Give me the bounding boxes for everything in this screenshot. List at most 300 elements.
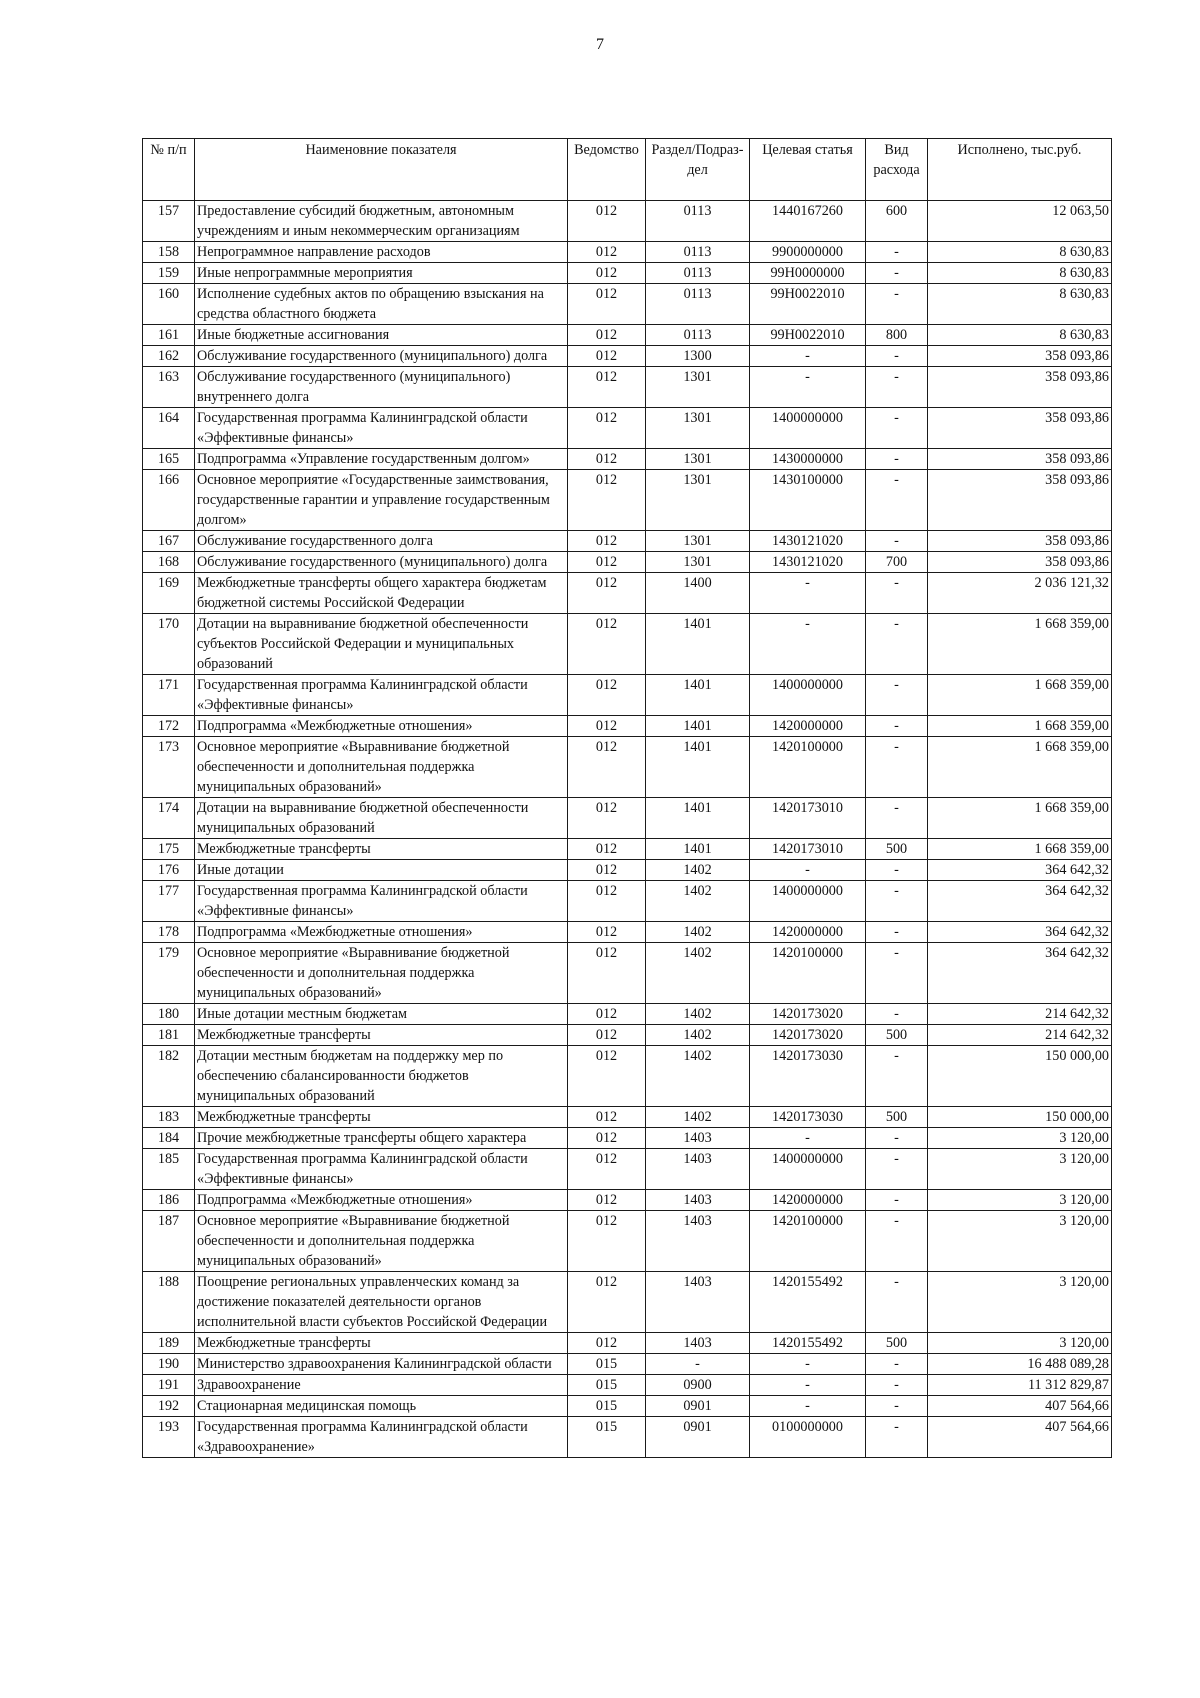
department-code: 012	[568, 573, 646, 614]
executed-amount: 3 120,00	[928, 1211, 1112, 1272]
expense-type: -	[866, 408, 928, 449]
expense-type: -	[866, 367, 928, 408]
section-code: 0113	[646, 201, 750, 242]
department-code: 012	[568, 943, 646, 1004]
expense-type: -	[866, 798, 928, 839]
expense-type: -	[866, 470, 928, 531]
table-row	[143, 1354, 1112, 1375]
indicator-name: Обслуживание государственного (муниципального) внутреннего долга	[195, 367, 568, 408]
department-code: 012	[568, 1025, 646, 1046]
department-code: 012	[568, 614, 646, 675]
target-article: 1430100000	[750, 470, 866, 531]
table-row	[143, 1375, 1112, 1396]
table-row	[143, 531, 1112, 552]
target-article: 1420100000	[750, 1211, 866, 1272]
target-article: -	[750, 1354, 866, 1375]
row-number: 180	[143, 1004, 195, 1025]
row-number: 185	[143, 1149, 195, 1190]
table-row	[143, 367, 1112, 408]
executed-amount: 364 642,32	[928, 860, 1112, 881]
indicator-name: Подпрограмма «Управление государственным долгом»	[195, 449, 568, 470]
table-row	[143, 860, 1112, 881]
expense-type: -	[866, 860, 928, 881]
department-code: 012	[568, 1333, 646, 1354]
executed-amount: 364 642,32	[928, 922, 1112, 943]
row-number: 178	[143, 922, 195, 943]
executed-amount: 358 093,86	[928, 346, 1112, 367]
expense-type: -	[866, 1128, 928, 1149]
indicator-name: Здравоохранение	[195, 1375, 568, 1396]
row-number: 181	[143, 1025, 195, 1046]
department-code: 012	[568, 346, 646, 367]
section-code: 1402	[646, 943, 750, 1004]
expense-type: -	[866, 1375, 928, 1396]
expense-type: -	[866, 1417, 928, 1458]
table-row	[143, 242, 1112, 263]
section-code: 1401	[646, 737, 750, 798]
expense-type: -	[866, 943, 928, 1004]
expense-type: -	[866, 1396, 928, 1417]
executed-amount: 358 093,86	[928, 449, 1112, 470]
table-row	[143, 1190, 1112, 1211]
executed-amount: 1 668 359,00	[928, 798, 1112, 839]
expense-type: -	[866, 716, 928, 737]
executed-amount: 358 093,86	[928, 531, 1112, 552]
section-code: 0113	[646, 242, 750, 263]
executed-amount: 364 642,32	[928, 943, 1112, 1004]
executed-amount: 1 668 359,00	[928, 839, 1112, 860]
target-article: 1420173030	[750, 1107, 866, 1128]
row-number: 157	[143, 201, 195, 242]
expense-type: 700	[866, 552, 928, 573]
section-code: 1402	[646, 881, 750, 922]
table-row	[143, 449, 1112, 470]
indicator-name: Основное мероприятие «Выравнивание бюджетной обеспеченности и дополнительная поддержка муниципальных образований»	[195, 737, 568, 798]
expense-type: 600	[866, 201, 928, 242]
row-number: 162	[143, 346, 195, 367]
executed-amount: 8 630,83	[928, 242, 1112, 263]
expense-type: 800	[866, 325, 928, 346]
indicator-name: Государственная программа Калининградской области «Эффективные финансы»	[195, 675, 568, 716]
indicator-name: Межбюджетные трансферты	[195, 1107, 568, 1128]
row-number: 173	[143, 737, 195, 798]
section-code: 1401	[646, 839, 750, 860]
executed-amount: 214 642,32	[928, 1025, 1112, 1046]
indicator-name: Предоставление субсидий бюджетным, автономным учреждениям и иным некоммерческим организациям	[195, 201, 568, 242]
target-article: -	[750, 614, 866, 675]
table-row	[143, 470, 1112, 531]
row-number: 161	[143, 325, 195, 346]
indicator-name: Прочие межбюджетные трансферты общего характера	[195, 1128, 568, 1149]
target-article: 99H0022010	[750, 284, 866, 325]
row-number: 188	[143, 1272, 195, 1333]
section-code: 1301	[646, 552, 750, 573]
expense-type: 500	[866, 839, 928, 860]
row-number: 160	[143, 284, 195, 325]
department-code: 015	[568, 1375, 646, 1396]
indicator-name: Обслуживание государственного (муниципального) долга	[195, 552, 568, 573]
executed-amount: 12 063,50	[928, 201, 1112, 242]
table-row	[143, 839, 1112, 860]
indicator-name: Межбюджетные трансферты	[195, 839, 568, 860]
executed-amount: 3 120,00	[928, 1128, 1112, 1149]
indicator-name: Обслуживание государственного (муниципального) долга	[195, 346, 568, 367]
indicator-name: Исполнение судебных актов по обращению взыскания на средства областного бюджета	[195, 284, 568, 325]
row-number: 167	[143, 531, 195, 552]
executed-amount: 16 488 089,28	[928, 1354, 1112, 1375]
department-code: 015	[568, 1396, 646, 1417]
department-code: 012	[568, 367, 646, 408]
indicator-name: Непрограммное направление расходов	[195, 242, 568, 263]
department-code: 012	[568, 675, 646, 716]
section-code: 1403	[646, 1333, 750, 1354]
department-code: 012	[568, 1190, 646, 1211]
department-code: 012	[568, 284, 646, 325]
table-row	[143, 943, 1112, 1004]
row-number: 191	[143, 1375, 195, 1396]
table-header-row	[143, 139, 1112, 201]
indicator-name: Основное мероприятие «Выравнивание бюджетной обеспеченности и дополнительная поддержка муниципальных образований»	[195, 1211, 568, 1272]
expense-type: -	[866, 1149, 928, 1190]
executed-amount: 8 630,83	[928, 263, 1112, 284]
section-code: 1401	[646, 675, 750, 716]
department-code: 012	[568, 922, 646, 943]
target-article: 1420173010	[750, 839, 866, 860]
table-row	[143, 573, 1112, 614]
department-code: 012	[568, 531, 646, 552]
expense-type: -	[866, 1272, 928, 1333]
row-number: 183	[143, 1107, 195, 1128]
indicator-name: Поощрение региональных управленческих команд за достижение показателей деятельности органов исполнительной власти субъектов Российской Федерации	[195, 1272, 568, 1333]
executed-amount: 1 668 359,00	[928, 737, 1112, 798]
target-article: 1420155492	[750, 1333, 866, 1354]
department-code: 012	[568, 242, 646, 263]
department-code: 012	[568, 1004, 646, 1025]
section-code: 0901	[646, 1396, 750, 1417]
indicator-name: Стационарная медицинская помощь	[195, 1396, 568, 1417]
expense-type: -	[866, 242, 928, 263]
expense-type: -	[866, 737, 928, 798]
indicator-name: Государственная программа Калининградской области «Здравоохранение»	[195, 1417, 568, 1458]
department-code: 012	[568, 552, 646, 573]
target-article: 1400000000	[750, 408, 866, 449]
row-number: 193	[143, 1417, 195, 1458]
executed-amount: 407 564,66	[928, 1396, 1112, 1417]
executed-amount: 2 036 121,32	[928, 573, 1112, 614]
indicator-name: Дотации на выравнивание бюджетной обеспеченности муниципальных образований	[195, 798, 568, 839]
department-code: 012	[568, 881, 646, 922]
row-number: 165	[143, 449, 195, 470]
section-code: 1402	[646, 922, 750, 943]
department-code: 012	[568, 1211, 646, 1272]
executed-amount: 150 000,00	[928, 1046, 1112, 1107]
section-code: 1401	[646, 614, 750, 675]
row-number: 159	[143, 263, 195, 284]
indicator-name: Подпрограмма «Межбюджетные отношения»	[195, 1190, 568, 1211]
executed-amount: 407 564,66	[928, 1417, 1112, 1458]
row-number: 174	[143, 798, 195, 839]
header-name: Наименовние показателя	[195, 139, 568, 201]
row-number: 190	[143, 1354, 195, 1375]
expense-type: 500	[866, 1107, 928, 1128]
table-row	[143, 1396, 1112, 1417]
executed-amount: 358 093,86	[928, 470, 1112, 531]
expense-type: -	[866, 346, 928, 367]
expense-type: -	[866, 284, 928, 325]
section-code: 0901	[646, 1417, 750, 1458]
department-code: 012	[568, 860, 646, 881]
budget-execution-table	[142, 138, 1112, 1458]
executed-amount: 3 120,00	[928, 1190, 1112, 1211]
indicator-name: Государственная программа Калининградской области «Эффективные финансы»	[195, 1149, 568, 1190]
page-number: 7	[596, 36, 604, 53]
target-article: -	[750, 573, 866, 614]
executed-amount: 1 668 359,00	[928, 716, 1112, 737]
table-row	[143, 1333, 1112, 1354]
indicator-name: Министерство здравоохранения Калининградской области	[195, 1354, 568, 1375]
table-row	[143, 1272, 1112, 1333]
executed-amount: 1 668 359,00	[928, 675, 1112, 716]
target-article: 1430121020	[750, 552, 866, 573]
department-code: 015	[568, 1354, 646, 1375]
expense-type: -	[866, 1211, 928, 1272]
table-row	[143, 881, 1112, 922]
indicator-name: Дотации местным бюджетам на поддержку мер по обеспечению сбалансированности бюджетов муниципальных образований	[195, 1046, 568, 1107]
expense-type: -	[866, 1354, 928, 1375]
indicator-name: Основное мероприятие «Государственные заимствования, государственные гарантии и управление государственным долгом»	[195, 470, 568, 531]
row-number: 182	[143, 1046, 195, 1107]
department-code: 012	[568, 737, 646, 798]
executed-amount: 214 642,32	[928, 1004, 1112, 1025]
executed-amount: 358 093,86	[928, 408, 1112, 449]
section-code: 1301	[646, 408, 750, 449]
executed-amount: 3 120,00	[928, 1149, 1112, 1190]
row-number: 170	[143, 614, 195, 675]
table-body	[143, 201, 1112, 1458]
table-row	[143, 1128, 1112, 1149]
section-code: 1402	[646, 860, 750, 881]
target-article: 1420173030	[750, 1046, 866, 1107]
section-code: -	[646, 1354, 750, 1375]
target-article: 99H0022010	[750, 325, 866, 346]
target-article: 99H0000000	[750, 263, 866, 284]
department-code: 012	[568, 201, 646, 242]
table-row	[143, 346, 1112, 367]
row-number: 189	[143, 1333, 195, 1354]
target-article: 1440167260	[750, 201, 866, 242]
expense-type: -	[866, 675, 928, 716]
header-section: Раздел/Подраз-дел	[646, 139, 750, 201]
target-article: 1420100000	[750, 943, 866, 1004]
target-article: 1420100000	[750, 737, 866, 798]
row-number: 192	[143, 1396, 195, 1417]
section-code: 1400	[646, 573, 750, 614]
target-article: 9900000000	[750, 242, 866, 263]
table-row	[143, 263, 1112, 284]
department-code: 012	[568, 325, 646, 346]
header-target: Целевая статья	[750, 139, 866, 201]
table-row	[143, 798, 1112, 839]
expense-type: -	[866, 1004, 928, 1025]
expense-type: -	[866, 573, 928, 614]
table-row	[143, 1417, 1112, 1458]
section-code: 1403	[646, 1149, 750, 1190]
expense-type: -	[866, 614, 928, 675]
section-code: 0113	[646, 284, 750, 325]
department-code: 012	[568, 1128, 646, 1149]
table-row	[143, 284, 1112, 325]
department-code: 012	[568, 408, 646, 449]
row-number: 168	[143, 552, 195, 573]
department-code: 012	[568, 449, 646, 470]
section-code: 1401	[646, 716, 750, 737]
target-article: 1420155492	[750, 1272, 866, 1333]
row-number: 187	[143, 1211, 195, 1272]
table-row	[143, 1211, 1112, 1272]
target-article: 1420000000	[750, 716, 866, 737]
header-type: Вид расхода	[866, 139, 928, 201]
table-row	[143, 1046, 1112, 1107]
expense-type: -	[866, 531, 928, 552]
indicator-name: Межбюджетные трансферты общего характера бюджетам бюджетной системы Российской Федерации	[195, 573, 568, 614]
target-article: -	[750, 1128, 866, 1149]
expense-type: 500	[866, 1333, 928, 1354]
row-number: 164	[143, 408, 195, 449]
department-code: 012	[568, 1107, 646, 1128]
row-number: 184	[143, 1128, 195, 1149]
table-row	[143, 552, 1112, 573]
section-code: 1402	[646, 1004, 750, 1025]
section-code: 1301	[646, 367, 750, 408]
header-num: № п/п	[143, 139, 195, 201]
section-code: 1403	[646, 1128, 750, 1149]
expense-type: -	[866, 449, 928, 470]
executed-amount: 8 630,83	[928, 325, 1112, 346]
header-amount: Исполнено, тыс.руб.	[928, 139, 1112, 201]
indicator-name: Основное мероприятие «Выравнивание бюджетной обеспеченности и дополнительная поддержка муниципальных образований»	[195, 943, 568, 1004]
expense-type: -	[866, 1190, 928, 1211]
indicator-name: Иные дотации местным бюджетам	[195, 1004, 568, 1025]
executed-amount: 8 630,83	[928, 284, 1112, 325]
table-row	[143, 1004, 1112, 1025]
executed-amount: 3 120,00	[928, 1272, 1112, 1333]
table-row	[143, 408, 1112, 449]
table-row	[143, 716, 1112, 737]
section-code: 0113	[646, 263, 750, 284]
department-code: 015	[568, 1417, 646, 1458]
target-article: 1400000000	[750, 1149, 866, 1190]
target-article: -	[750, 346, 866, 367]
indicator-name: Межбюджетные трансферты	[195, 1333, 568, 1354]
department-code: 012	[568, 798, 646, 839]
target-article: 1420173020	[750, 1004, 866, 1025]
target-article: 1400000000	[750, 675, 866, 716]
department-code: 012	[568, 1046, 646, 1107]
expense-type: -	[866, 263, 928, 284]
indicator-name: Дотации на выравнивание бюджетной обеспеченности субъектов Российской Федерации и муниципальных образований	[195, 614, 568, 675]
table-row	[143, 922, 1112, 943]
expense-type: -	[866, 1046, 928, 1107]
expense-type: 500	[866, 1025, 928, 1046]
indicator-name: Иные дотации	[195, 860, 568, 881]
row-number: 166	[143, 470, 195, 531]
executed-amount: 11 312 829,87	[928, 1375, 1112, 1396]
row-number: 179	[143, 943, 195, 1004]
executed-amount: 150 000,00	[928, 1107, 1112, 1128]
table-row	[143, 325, 1112, 346]
header-dept: Ведомство	[568, 139, 646, 201]
department-code: 012	[568, 1149, 646, 1190]
section-code: 1403	[646, 1190, 750, 1211]
executed-amount: 3 120,00	[928, 1333, 1112, 1354]
table-row	[143, 201, 1112, 242]
section-code: 1300	[646, 346, 750, 367]
row-number: 177	[143, 881, 195, 922]
section-code: 1301	[646, 470, 750, 531]
indicator-name: Межбюджетные трансферты	[195, 1025, 568, 1046]
section-code: 1403	[646, 1272, 750, 1333]
target-article: -	[750, 367, 866, 408]
indicator-name: Государственная программа Калининградской области «Эффективные финансы»	[195, 408, 568, 449]
table-row	[143, 737, 1112, 798]
executed-amount: 364 642,32	[928, 881, 1112, 922]
target-article: 1420000000	[750, 1190, 866, 1211]
indicator-name: Государственная программа Калининградской области «Эффективные финансы»	[195, 881, 568, 922]
target-article: 1430121020	[750, 531, 866, 552]
department-code: 012	[568, 716, 646, 737]
expense-type: -	[866, 922, 928, 943]
department-code: 012	[568, 263, 646, 284]
section-code: 0900	[646, 1375, 750, 1396]
indicator-name: Иные непрограммные мероприятия	[195, 263, 568, 284]
department-code: 012	[568, 470, 646, 531]
section-code: 0113	[646, 325, 750, 346]
indicator-name: Подпрограмма «Межбюджетные отношения»	[195, 922, 568, 943]
executed-amount: 1 668 359,00	[928, 614, 1112, 675]
section-code: 1301	[646, 449, 750, 470]
row-number: 171	[143, 675, 195, 716]
target-article: 0100000000	[750, 1417, 866, 1458]
section-code: 1402	[646, 1046, 750, 1107]
target-article: 1420173020	[750, 1025, 866, 1046]
executed-amount: 358 093,86	[928, 552, 1112, 573]
row-number: 176	[143, 860, 195, 881]
section-code: 1402	[646, 1025, 750, 1046]
department-code: 012	[568, 839, 646, 860]
executed-amount: 358 093,86	[928, 367, 1112, 408]
section-code: 1401	[646, 798, 750, 839]
target-article: 1430000000	[750, 449, 866, 470]
table-row	[143, 1149, 1112, 1190]
target-article: -	[750, 1396, 866, 1417]
table-row	[143, 675, 1112, 716]
section-code: 1402	[646, 1107, 750, 1128]
target-article: 1420173010	[750, 798, 866, 839]
indicator-name: Подпрограмма «Межбюджетные отношения»	[195, 716, 568, 737]
indicator-name: Обслуживание государственного долга	[195, 531, 568, 552]
table-row	[143, 1025, 1112, 1046]
section-code: 1403	[646, 1211, 750, 1272]
row-number: 163	[143, 367, 195, 408]
target-article: -	[750, 1375, 866, 1396]
row-number: 169	[143, 573, 195, 614]
row-number: 172	[143, 716, 195, 737]
row-number: 158	[143, 242, 195, 263]
expense-type: -	[866, 881, 928, 922]
table-row	[143, 614, 1112, 675]
indicator-name: Иные бюджетные ассигнования	[195, 325, 568, 346]
table-row	[143, 1107, 1112, 1128]
